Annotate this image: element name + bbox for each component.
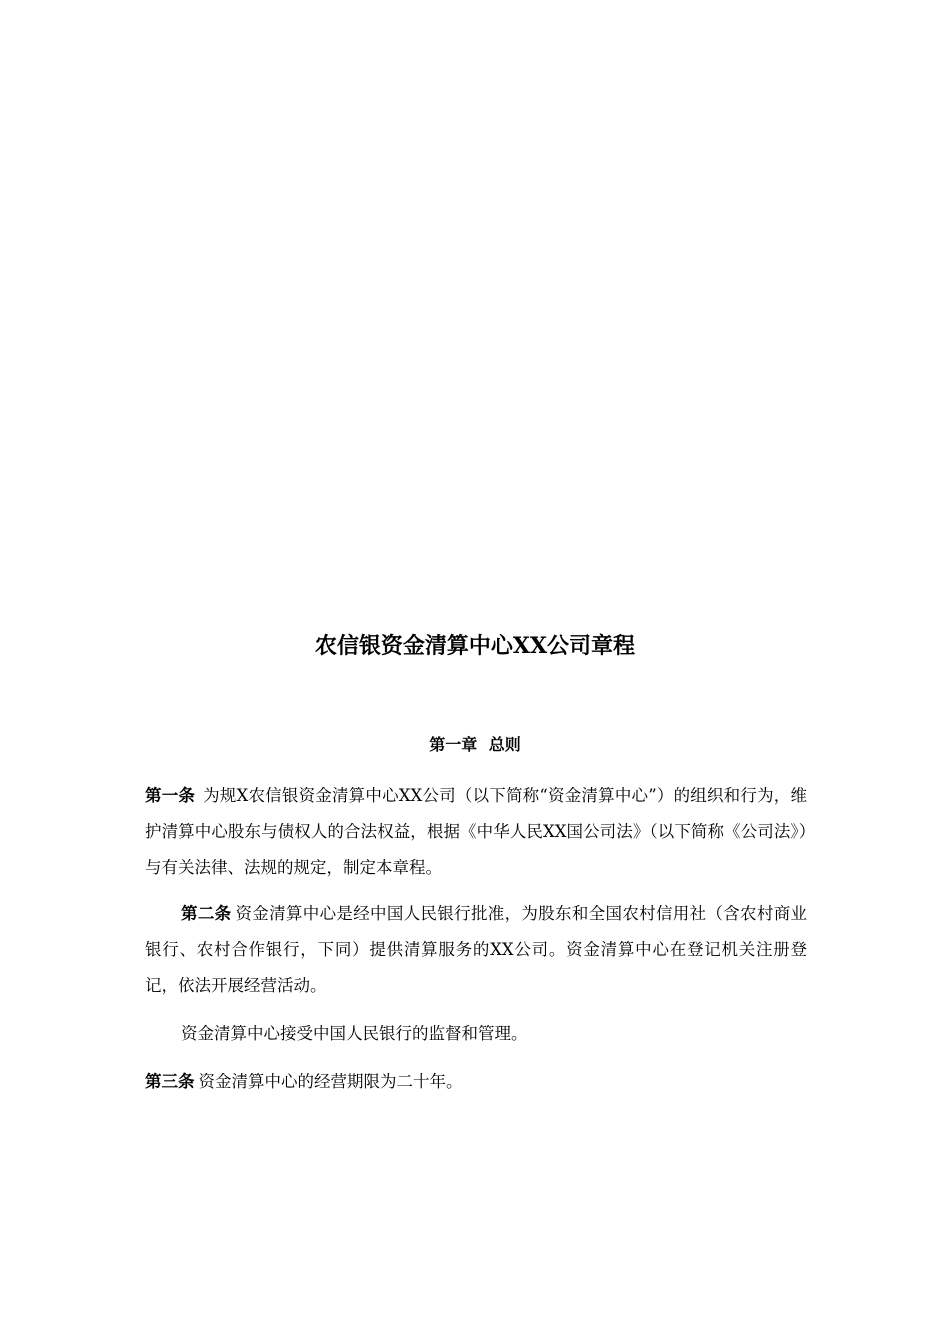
article-1 <box>145 778 807 886</box>
article-3-text: 资金清算中心的经营期限为二十年。 <box>198 1072 463 1091</box>
article-2-label: 第二条 <box>181 904 232 923</box>
article-3 <box>145 1064 807 1100</box>
article-1-label: 第一条 <box>145 786 196 805</box>
article-2-text: 资金清算中心是经中国人民银行批准，为股东和全国农村信用社（含农村商业银行、农村合作银行，下同）提供清算服务的XX公司。资金清算中心在登记机关注册登记，依法开展经营活动。 <box>145 904 808 995</box>
chapter-title: 第一章 总则 <box>429 735 521 754</box>
article-3-label: 第三条 <box>145 1072 195 1091</box>
article-1-text: 为规X农信银资金清算中心XX公司（以下简称“资金清算中心”）的组织和行为，维护清算中心股东与债权人的合法权益，根据《中华人民XX国公司法》（以下简称《公司法》）与有关法律、法规的规定，制定本章程。 <box>145 786 807 877</box>
article-2-paragraph-2: 资金清算中心接受中国人民银行的监督和管理。 <box>181 1024 528 1043</box>
document-title: 农信银资金清算中心XX公司章程 <box>314 633 636 659</box>
article-2 <box>145 896 807 1004</box>
chapter-body <box>145 778 807 1100</box>
